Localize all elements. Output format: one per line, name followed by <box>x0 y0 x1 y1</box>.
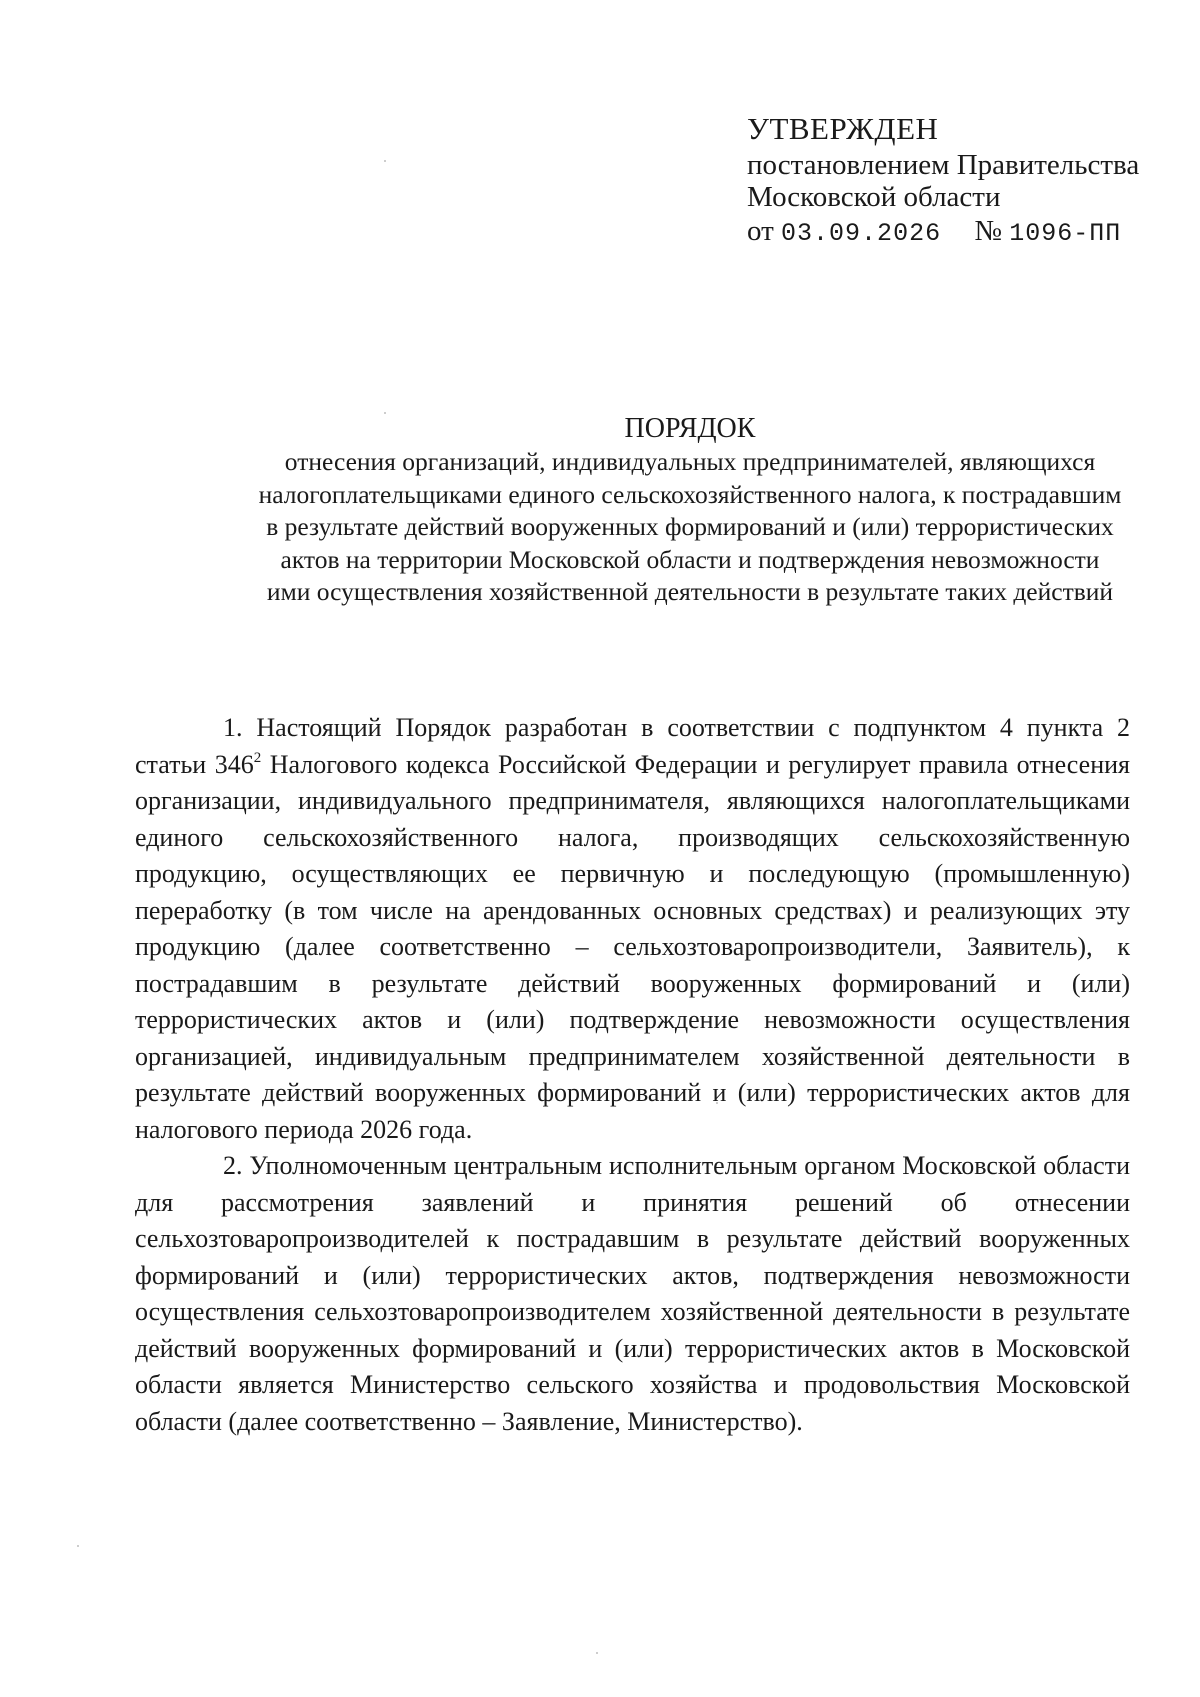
document-title: ПОРЯДОК <box>624 413 756 444</box>
document-title-block <box>120 412 1200 609</box>
scan-speck <box>77 1545 79 1547</box>
subtitle-line: налогоплательщиками единого сельскохозяйственного налога, к пострадавшим <box>258 479 1122 509</box>
subtitle-line: ими осуществления хозяйственной деятельности в результате таких действий <box>266 577 1114 606</box>
approval-number: 1096-ПП <box>1009 219 1122 248</box>
paragraph-1-start: 1. Настоящий Порядок разработан в соответствии с подпунктом 4 пункта 2 статьи 346 <box>135 713 1130 779</box>
approval-title: УТВЕРЖДЕН <box>747 111 939 146</box>
article-superscript: 2 <box>253 749 262 766</box>
approval-date-line <box>747 215 1167 250</box>
approval-line-2: Московской области <box>747 181 1001 213</box>
subtitle-line: отнесения организаций, индивидуальных предпринимателей, являющихся <box>284 447 1096 476</box>
subtitle-line: в результате действий вооруженных формирований и (или) террористических <box>266 512 1114 541</box>
paragraph-1 <box>135 710 1130 1148</box>
scan-speck <box>384 160 386 162</box>
paragraph-2: 2. Уполномоченным центральным исполнительным органом Московской области для рассмотрения заявлений и принятия решений об отнесении сельхозтоваропроизводителей к пострадавшим в результате действий вооруженных формирований и (или) террористических актов, подтверждения невозможности осуществления сельхозтоваропроизводителем хозяйственной деятельности в результате действий вооруженных формирований и (или) террористических актов в Московской области является Министерство сельского хозяйства и продовольствия Московской области (далее соответственно – Заявление, Министерство). <box>135 1151 1130 1436</box>
approval-line-1: постановлением Правительства <box>747 149 1140 181</box>
document-body <box>135 710 1130 1440</box>
scan-speck <box>596 1652 598 1654</box>
paragraph-1-rest: Налогового кодекса Российской Федерации и регулирует правила отнесения организации, индивидуального предпринимателя, являющихся налогоплательщиками единого сельскохозяйственного налога, производящих сельскохозяйственную продукцию, осуществляющих ее первичную и последующую (промышленную) переработку (в том числе на арендованных основных средствах) и реализующих эту продукцию (далее соответственно – сельхозтоваропроизводители, Заявитель), к пострадавшим в результате действий вооруженных формирований и (или) террористических актов и (или) подтверждение невозможности осуществления организацией, индивидуальным предпринимателем хозяйственной деятельности в результате действий вооруженных формирований и (или) террористических актов для налогового периода 2026 года. <box>135 749 1130 1144</box>
approval-block <box>747 113 1167 250</box>
approval-date: 03.09.2026 <box>781 219 942 248</box>
subtitle-line: актов на территории Московской области и подтверждения невозможности <box>280 544 1100 574</box>
date-prefix: от <box>747 215 774 247</box>
number-sign: № <box>974 215 1002 247</box>
